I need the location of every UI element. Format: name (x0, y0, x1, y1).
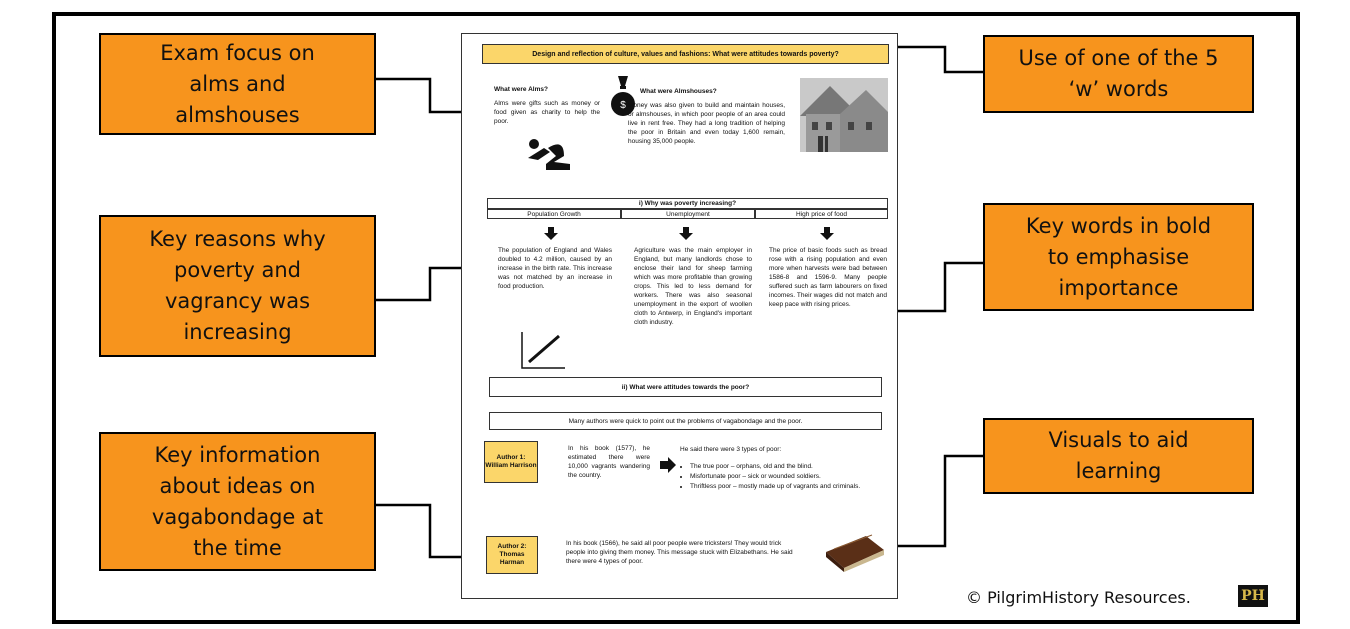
col2-title: Unemployment (621, 209, 755, 219)
down-arrow-icon-3 (820, 227, 834, 240)
author1-box (484, 441, 538, 483)
copyright-text: © PilgrimHistory Resources. (966, 588, 1191, 607)
author1-label: Author 1: (496, 454, 526, 461)
type-item-1: • The true poor – orphans, old and the blind. (690, 462, 882, 471)
almshouses-text: Money was also given to build and maintain houses, or almshouses, in which poor people of an area could live in rent free. They had a long tradition of helping the poor in Britain and even today 1,600 remain, housing 35,000 people. (628, 102, 785, 145)
pilgrimhistory-logo: PH (1238, 585, 1268, 607)
down-arrow-icon-1 (544, 227, 558, 240)
section1-title: i) Why was poverty increasing? (487, 198, 888, 209)
almshouse-photo (800, 78, 888, 152)
callout-visuals: Visuals to aid learning (983, 418, 1254, 494)
callout-key-words: Key words in bold to emphasise importance (983, 203, 1254, 311)
types-list (680, 462, 882, 492)
right-arrow-icon (660, 457, 676, 473)
col3-title: High price of food (755, 209, 888, 219)
types-intro: He said there were 3 types of poor: (680, 446, 782, 453)
author1-text: In his book (1577), he estimated there were 10,000 vagrants wandering the country. (568, 445, 650, 479)
type-item-2: • Misfortunate poor – sick or wounded soldiers. (690, 472, 882, 481)
callout-exam-focus: Exam focus on alms and almshouses (99, 33, 376, 135)
author2-label: Author 2: (497, 543, 527, 550)
svg-text:$: $ (620, 100, 626, 111)
callout-key-reasons: Key reasons why poverty and vagrancy was increasing (99, 215, 376, 357)
down-arrow-icon-2 (679, 227, 693, 240)
col1-title: Population Growth (487, 209, 621, 219)
author1-name: William Harrison (485, 462, 537, 469)
alms-title: What were Alms? (494, 86, 548, 93)
sheet-header: Design and reflection of culture, values and fashions: What were attitudes towards poverty? (482, 44, 889, 64)
author2-box (486, 536, 538, 574)
beggar-icon (524, 134, 576, 172)
callout-key-information: Key information about ideas on vagabondage at the time (99, 432, 376, 571)
col1-text: The population of England and Wales doubled to 4.2 million, caused by an increase in the birth rate. This increase was not matched by an increase in food production. (498, 247, 612, 290)
section2-title: ii) What were attitudes towards the poor? (489, 377, 882, 397)
almshouses-title: What were Almshouses? (640, 88, 717, 95)
rising-graph-icon (519, 330, 567, 370)
alms-text: Alms were gifts such as money or food given as charity to help the poor. (494, 100, 600, 125)
type-item-3: • Thriftless poor – mostly made up of vagrants and criminals. (690, 482, 882, 491)
worksheet-preview (461, 33, 898, 599)
author2-text: In his book (1566), he said all poor people were tricksters! They would trick people into giving them money. This message stuck with Elizabethans. He said there were 4 types of poor. (566, 540, 793, 565)
author2-name: Thomas Harman (499, 551, 525, 566)
callout-five-w: Use of one of the 5 ‘w’ words (983, 35, 1254, 113)
authors-intro: Many authors were quick to point out the problems of vagabondage and the poor. (489, 412, 882, 430)
col3-text: The price of basic foods such as bread rose with a rising population and even more when harvests were bad between 1586-8 and 1596-9. Many people suffered such as farm labourers on fixed incomes. Their wages did not match and keep pace with rising prices. (769, 247, 887, 308)
book-image (822, 530, 886, 574)
col2-text: Agriculture was the main employer in England, but many landlords chose to enclose their land for sheep farming which was more profitable than growing crops. This led to less demand for workers. There was also seasonal unemployment in the export of woollen cloth to Antwerp, in England's important cloth industry. (634, 247, 752, 326)
